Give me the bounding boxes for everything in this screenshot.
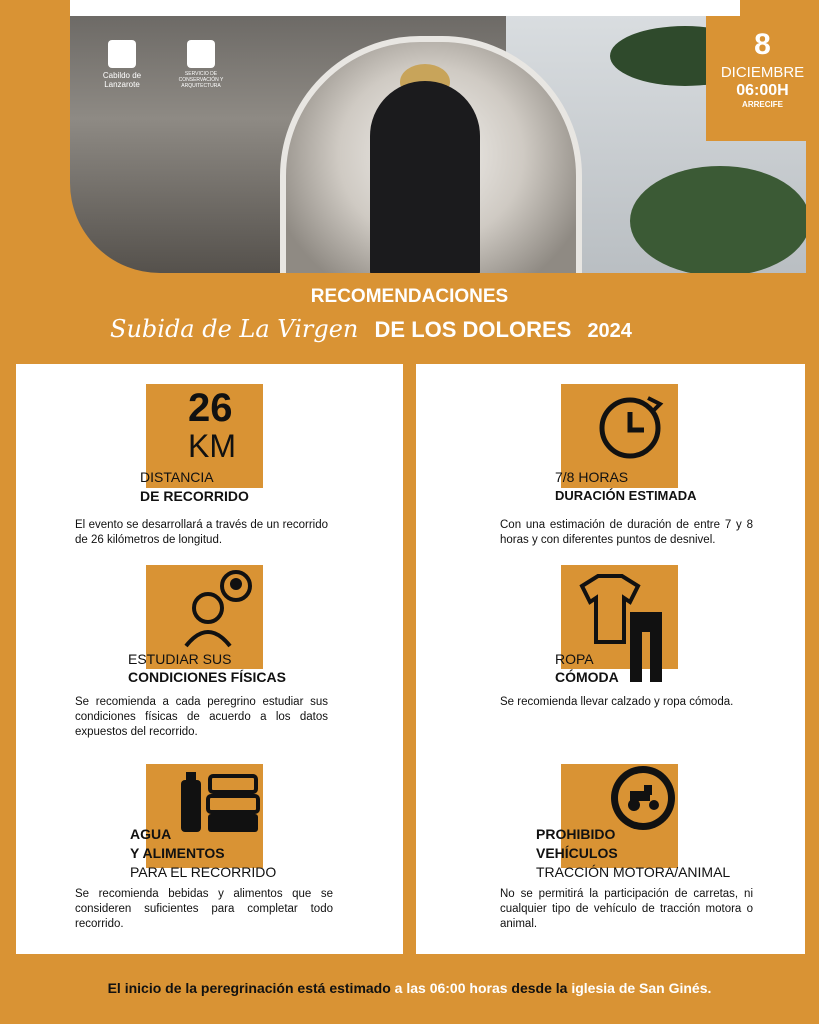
vehicles-label-b: VEHÍCULOS — [536, 845, 618, 861]
top-strip — [70, 0, 740, 16]
food-label-b: Y ALIMENTOS — [130, 845, 225, 861]
virgin-statue — [370, 81, 480, 273]
clothes-label2: CÓMODA — [555, 669, 619, 685]
clothes-desc: Se recomienda llevar calzado y ropa cómoda. — [500, 696, 734, 708]
footer-part4: iglesia de San Ginés. — [571, 980, 712, 996]
heading-line2 — [110, 315, 750, 343]
vehicles-label-c: TRACCIÓN MOTORA/ANIMAL — [536, 864, 731, 880]
date-day: 8 — [754, 28, 771, 61]
heading-bold: DE LOS DOLORES — [374, 317, 572, 342]
vehicles-desc: No se permitirá la participación de carretas, ni cualquier tipo de vehículo de tracción motora o animal. — [500, 888, 753, 930]
footer-part3: desde la — [511, 980, 568, 996]
duration-desc: Con una estimación de duración de entre 7 y 8 horas y con diferentes puntos de desnivel. — [500, 519, 753, 546]
cabildo-text: Cabildo de Lanzarote — [102, 71, 142, 89]
date-month: DICIEMBRE — [720, 64, 805, 81]
bottle-and-containers-icon — [178, 770, 262, 834]
footer-text — [0, 980, 819, 996]
distance-unit: KM — [188, 428, 236, 464]
date-box — [706, 16, 819, 141]
heading-line1: RECOMENDACIONES — [310, 286, 509, 307]
physical-desc: Se recomienda a cada peregrino estudiar sus condiciones físicas de acuerdo a los datos expuestos del recorrido. — [75, 696, 328, 738]
cabildo-logo — [100, 40, 144, 89]
person-thinking-icon — [178, 568, 258, 648]
distance-value: 26 — [188, 386, 233, 430]
date-place: ARRECIFE — [742, 100, 783, 109]
heading-year: 2024 — [587, 320, 632, 342]
food-desc: Se recomienda bebidas y alimentos que se consideren suficientes para completar todo recorrido. — [75, 888, 333, 930]
food-label-a: AGUA — [130, 826, 172, 842]
distance-label1: DISTANCIA — [140, 469, 214, 485]
footer-part2: a las 06:00 horas — [394, 980, 508, 996]
footer-part1: El inicio de la peregrinación está estimado — [107, 980, 391, 996]
clock-icon — [596, 390, 668, 462]
physical-label2: CONDICIONES FÍSICAS — [128, 669, 286, 685]
distance-desc: El evento se desarrollará a través de un recorrido de 26 kilómetros de longitud. — [75, 519, 328, 546]
heading-script: Subida de La Virgen — [110, 315, 359, 343]
clothes-icon — [578, 572, 666, 684]
date-time: 06:00H — [736, 82, 789, 99]
second-logo-text: SERVICIO DE CONSERVACIÓN Y ARQUITECTURA — [178, 71, 224, 89]
tree — [630, 166, 806, 273]
duration-label1: 7/8 HORAS — [555, 469, 629, 485]
distance-label2: DE RECORRIDO — [140, 488, 249, 504]
logos — [100, 40, 236, 89]
clothes-label1: ROPA — [555, 651, 594, 667]
second-logo — [166, 40, 236, 89]
food-label-c: PARA EL RECORRIDO — [130, 864, 277, 880]
cabildo-crest-icon — [108, 40, 136, 68]
vehicles-label-a: PROHIBIDO — [536, 826, 616, 842]
no-vehicles-icon — [610, 765, 676, 831]
physical-label1: ESTUDIAR SUS — [128, 651, 232, 667]
duration-label2: DURACIÓN ESTIMADA — [555, 488, 697, 503]
e-logo-icon — [187, 40, 215, 68]
